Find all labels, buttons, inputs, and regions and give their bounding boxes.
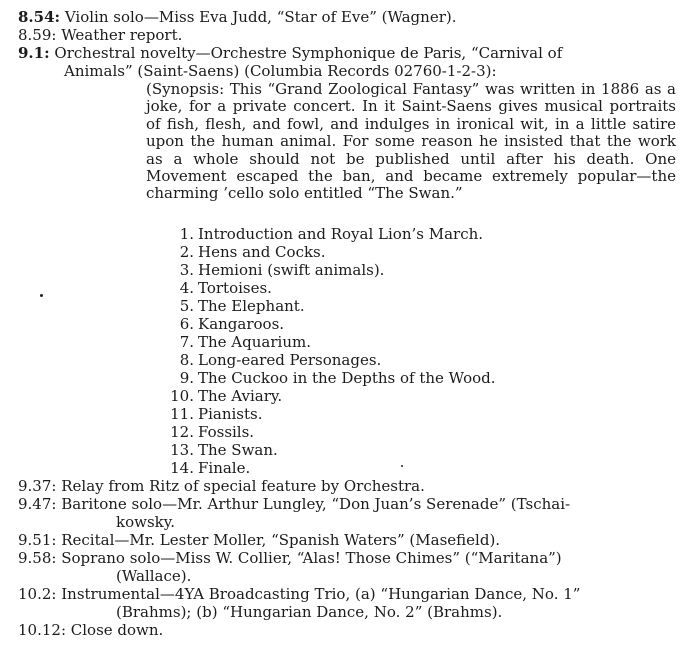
entry-937 — [18, 478, 425, 496]
movement-number: 7. — [179, 333, 194, 351]
entry-text: Orchestral novelty—Orchestre Symphonique de Paris, “Carnival of — [54, 44, 563, 62]
movement-number: 8. — [179, 351, 194, 369]
entry-91 — [18, 45, 562, 63]
movement-title: The Cuckoo in the Depths of the Wood. — [198, 369, 496, 387]
entry-time: 9.1: — [18, 44, 50, 62]
movement-number: 9. — [179, 369, 194, 387]
entry-time: 8.54: — [18, 8, 61, 26]
movement-title: The Elephant. — [198, 297, 305, 315]
entry-text-cont: (Wallace). — [116, 567, 192, 585]
entry-859 — [18, 27, 182, 45]
movement-title: Pianists. — [198, 405, 263, 423]
movement-number: 11. — [170, 405, 194, 423]
movement-number: 14. — [170, 459, 194, 477]
entry-text: Close down. — [70, 621, 164, 639]
list-item — [170, 442, 278, 460]
movement-title: The Aquarium. — [198, 333, 311, 351]
entry-102 — [18, 586, 580, 604]
entry-958 — [18, 550, 562, 568]
movement-number: 10. — [170, 387, 194, 405]
entry-text: Relay from Ritz of special feature by Orchestra. — [61, 477, 425, 495]
movement-title: Finale. — [198, 459, 251, 477]
movement-number: 1. — [179, 225, 194, 243]
list-item — [170, 406, 262, 424]
entry-text-cont: Animals” (Saint-Saens) (Columbia Records 02760-1-2-3): — [64, 62, 497, 80]
movement-title: Long-eared Personages. — [198, 351, 382, 369]
movement-title: Introduction and Royal Lion’s March. — [198, 225, 484, 243]
entry-text: Recital—Mr. Lester Moller, “Spanish Waters” (Masefield). — [61, 531, 501, 549]
movement-number: 6. — [179, 315, 194, 333]
movement-number: 12. — [170, 423, 194, 441]
list-item — [170, 244, 326, 262]
entry-time: 9.37: — [18, 477, 57, 495]
entry-text: Soprano solo—Miss W. Collier, “Alas! Those Chimes” (“Maritana”) — [61, 549, 562, 567]
entry-time: 10.12: — [18, 621, 66, 639]
print-speck — [401, 465, 403, 467]
list-item — [170, 262, 384, 280]
entry-time: 9.58: — [18, 549, 57, 567]
movement-title: Kangaroos. — [198, 315, 285, 333]
list-item — [170, 280, 272, 298]
entry-text-cont: kowsky. — [116, 513, 175, 531]
synopsis-paragraph: (Synopsis: This “Grand Zoological Fantasy” was written in 1886 as a joke, for a private concert. In it Saint-Saens gives musical portraits of fish, flesh, and fowl, and indulges in ironical wit, in a little satire upon the human animal. For some reason he insisted that the work as a whole should not be published until after his death. One Movement escaped the ban, and became extremely popular—the charming ’cello solo entitled “The Swan.” — [146, 80, 676, 203]
movement-title: The Aviary. — [198, 387, 283, 405]
list-item — [170, 316, 284, 334]
entry-time: 10.2: — [18, 585, 57, 603]
entry-951 — [18, 532, 500, 550]
movement-number: 3. — [179, 261, 194, 279]
movement-title: Hemioni (swift animals). — [198, 261, 385, 279]
entry-time: 9.47: — [18, 495, 57, 513]
movement-title: The Swan. — [198, 441, 278, 459]
entry-91-continuation — [64, 63, 497, 81]
entry-947-continuation — [116, 514, 175, 532]
entry-958-continuation — [116, 568, 191, 586]
entry-1012 — [18, 622, 163, 640]
entry-time: 9.51: — [18, 531, 57, 549]
entry-854 — [18, 9, 457, 27]
entry-text: Weather report. — [61, 26, 183, 44]
movement-number: 4. — [179, 279, 194, 297]
list-item — [170, 460, 250, 478]
list-item — [170, 352, 381, 370]
movement-number: 5. — [179, 297, 194, 315]
movement-title: Hens and Cocks. — [198, 243, 326, 261]
entry-text: Instrumental—4YA Broadcasting Trio, (a) “Hungarian Dance, No. 1” — [61, 585, 581, 603]
entry-102-continuation — [116, 604, 502, 622]
list-item — [170, 226, 483, 244]
movement-number: 2. — [179, 243, 194, 261]
entry-text-cont: (Brahms); (b) “Hungarian Dance, No. 2” (Brahms). — [116, 603, 503, 621]
movement-title: Fossils. — [198, 423, 255, 441]
list-item — [170, 370, 496, 388]
list-item — [170, 424, 254, 442]
movement-title: Tortoises. — [198, 279, 272, 297]
entry-text: Baritone solo—Mr. Arthur Lungley, “Don Juan’s Serenade” (Tschai- — [61, 495, 571, 513]
list-item — [170, 388, 282, 406]
entry-time: 8.59: — [18, 26, 57, 44]
movement-number: 13. — [170, 441, 194, 459]
list-item — [170, 298, 305, 316]
entry-947 — [18, 496, 570, 514]
print-speck — [40, 294, 43, 297]
list-item — [170, 334, 311, 352]
entry-text: Violin solo—Miss Eva Judd, “Star of Eve” (Wagner). — [64, 8, 457, 26]
